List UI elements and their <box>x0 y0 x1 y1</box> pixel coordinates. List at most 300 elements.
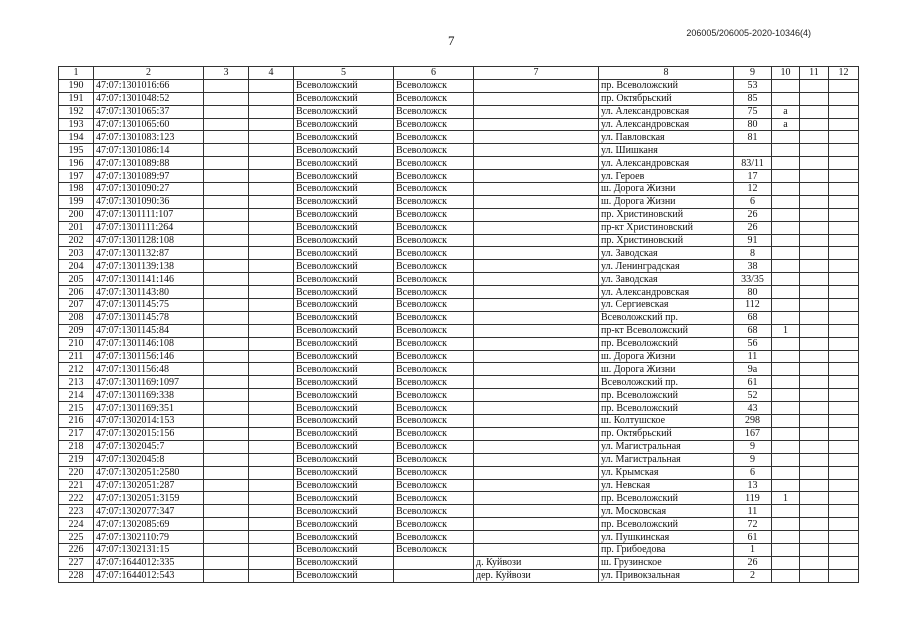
table-cell: 11 <box>734 350 772 363</box>
table-cell <box>204 402 249 415</box>
table-cell <box>204 363 249 376</box>
table-cell <box>249 247 294 260</box>
table-cell: 83/11 <box>734 157 772 170</box>
table-cell <box>829 299 859 312</box>
table-cell: 47:07:1301111:107 <box>94 208 204 221</box>
table-cell <box>249 427 294 440</box>
table-cell <box>829 466 859 479</box>
table-cell <box>204 79 249 92</box>
table-row <box>59 118 859 131</box>
table-cell: 9 <box>734 453 772 466</box>
table-cell: 26 <box>734 208 772 221</box>
table-cell <box>800 543 829 556</box>
table-cell <box>204 453 249 466</box>
table-cell <box>474 543 599 556</box>
table-cell: пр. Октябрьский <box>599 92 734 105</box>
table-cell: 227 <box>59 556 94 569</box>
table-cell: Всеволожский <box>294 131 394 144</box>
table-cell <box>249 479 294 492</box>
table-cell <box>800 569 829 582</box>
table-cell: 47:07:1301128:108 <box>94 234 204 247</box>
table-cell <box>772 531 800 544</box>
table-cell <box>474 402 599 415</box>
table-cell: 200 <box>59 208 94 221</box>
table-cell: ул. Заводская <box>599 273 734 286</box>
table-cell: 47:07:1302110:79 <box>94 531 204 544</box>
table-cell: 38 <box>734 260 772 273</box>
table-cell: 47:07:1302015:156 <box>94 427 204 440</box>
table-cell: Всеволожский <box>294 144 394 157</box>
table-cell: Всеволожский <box>294 324 394 337</box>
table-cell <box>204 170 249 183</box>
table-cell: Всеволожский <box>294 363 394 376</box>
table-cell <box>772 221 800 234</box>
table-row <box>59 286 859 299</box>
table-cell <box>474 170 599 183</box>
column-header: 10 <box>772 67 800 80</box>
table-cell: 47:07:1301156:48 <box>94 363 204 376</box>
table-cell <box>204 247 249 260</box>
table-cell <box>474 505 599 518</box>
table-cell <box>772 299 800 312</box>
table-cell <box>800 427 829 440</box>
table-cell <box>829 311 859 324</box>
table-cell: Всеволожский <box>294 453 394 466</box>
table-cell: Всеволожский <box>294 183 394 196</box>
table-cell <box>474 389 599 402</box>
table-cell: Всеволожск <box>394 479 474 492</box>
table-cell: пр. Всеволожский <box>599 79 734 92</box>
table-cell <box>249 144 294 157</box>
table-cell <box>800 92 829 105</box>
table-cell <box>204 286 249 299</box>
table-row <box>59 402 859 415</box>
table-cell <box>249 556 294 569</box>
table-cell <box>800 466 829 479</box>
table-row <box>59 453 859 466</box>
table-cell <box>249 543 294 556</box>
table-cell: 6 <box>734 466 772 479</box>
table-cell <box>204 208 249 221</box>
table-cell: Всеволожский <box>294 118 394 131</box>
table-cell <box>474 299 599 312</box>
table-cell: 6 <box>734 195 772 208</box>
table-cell <box>772 234 800 247</box>
table-row <box>59 569 859 582</box>
table-cell <box>474 208 599 221</box>
table-cell <box>249 466 294 479</box>
table-cell: ш. Грузинское <box>599 556 734 569</box>
table-cell <box>474 453 599 466</box>
table-cell <box>474 273 599 286</box>
table-cell <box>249 183 294 196</box>
table-cell <box>249 79 294 92</box>
table-cell <box>249 569 294 582</box>
table-cell <box>800 479 829 492</box>
table-cell: 68 <box>734 324 772 337</box>
table-cell: Всеволожск <box>394 299 474 312</box>
table-row <box>59 79 859 92</box>
table-cell <box>772 376 800 389</box>
table-cell: 47:07:1301169:338 <box>94 389 204 402</box>
table-cell: Всеволожск <box>394 531 474 544</box>
table-cell: ул. Невская <box>599 479 734 492</box>
table-cell <box>204 324 249 337</box>
table-row <box>59 144 859 157</box>
table-cell: 194 <box>59 131 94 144</box>
table-cell <box>474 518 599 531</box>
table-cell: Всеволожск <box>394 376 474 389</box>
column-header: 12 <box>829 67 859 80</box>
table-cell: Всеволожск <box>394 415 474 428</box>
table-cell <box>204 195 249 208</box>
table-cell: 205 <box>59 273 94 286</box>
table-cell: 80 <box>734 286 772 299</box>
table-cell: 9 <box>734 440 772 453</box>
table-cell <box>800 79 829 92</box>
table-cell <box>249 299 294 312</box>
table-cell: 228 <box>59 569 94 582</box>
table-cell <box>734 144 772 157</box>
table-cell: 47:07:1301016:66 <box>94 79 204 92</box>
table-cell: а <box>772 105 800 118</box>
table-cell: пр. Октябрьский <box>599 427 734 440</box>
table-cell: 206 <box>59 286 94 299</box>
table-cell <box>829 440 859 453</box>
table-cell: Всеволожский <box>294 569 394 582</box>
table-cell <box>204 531 249 544</box>
table-row <box>59 247 859 260</box>
table-row <box>59 324 859 337</box>
table-cell: Всеволожский <box>294 402 394 415</box>
table-cell <box>829 157 859 170</box>
table-cell <box>829 402 859 415</box>
table-cell <box>829 363 859 376</box>
table-cell: 56 <box>734 337 772 350</box>
table-cell <box>800 324 829 337</box>
table-cell: Всеволожск <box>394 363 474 376</box>
table-cell: 298 <box>734 415 772 428</box>
table-cell: Всеволожский <box>294 531 394 544</box>
table-cell: пр. Христиновский <box>599 208 734 221</box>
table-row <box>59 273 859 286</box>
table-cell <box>204 337 249 350</box>
document-reference: 206005/206005-2020-10346(4) <box>686 28 811 38</box>
table-cell <box>800 440 829 453</box>
table-cell <box>829 234 859 247</box>
table-cell: 47:07:1301089:97 <box>94 170 204 183</box>
table-cell: дер. Куйвози <box>474 569 599 582</box>
table-cell: Всеволожский <box>294 350 394 363</box>
table-cell <box>204 350 249 363</box>
table-cell <box>249 234 294 247</box>
registry-table <box>58 66 859 583</box>
table-cell <box>772 389 800 402</box>
table-cell <box>829 170 859 183</box>
table-cell: 214 <box>59 389 94 402</box>
table-cell: 212 <box>59 363 94 376</box>
table-cell <box>249 415 294 428</box>
column-header: 7 <box>474 67 599 80</box>
table-cell: 47:07:1302014:153 <box>94 415 204 428</box>
table-cell: пр. Всеволожский <box>599 402 734 415</box>
table-cell: Всеволожск <box>394 440 474 453</box>
table-cell <box>800 311 829 324</box>
table-cell: 47:07:1301089:88 <box>94 157 204 170</box>
table-cell: 47:07:1302077:347 <box>94 505 204 518</box>
table-cell <box>829 556 859 569</box>
table-cell <box>772 337 800 350</box>
column-header: 11 <box>800 67 829 80</box>
table-cell <box>800 286 829 299</box>
table-row <box>59 311 859 324</box>
table-cell <box>800 157 829 170</box>
table-cell <box>204 479 249 492</box>
table-cell <box>249 402 294 415</box>
table-cell <box>249 131 294 144</box>
table-cell: 33/35 <box>734 273 772 286</box>
table-cell: 47:07:1301169:1097 <box>94 376 204 389</box>
table-cell: Всеволожский <box>294 479 394 492</box>
table-cell <box>474 79 599 92</box>
table-cell: Всеволожск <box>394 518 474 531</box>
table-cell <box>772 286 800 299</box>
table-cell: Всеволожск <box>394 183 474 196</box>
table-cell <box>249 389 294 402</box>
page-number: 7 <box>448 33 455 48</box>
table-cell: 219 <box>59 453 94 466</box>
table-cell: Всеволожский <box>294 337 394 350</box>
table-cell <box>474 221 599 234</box>
table-cell: 1 <box>772 324 800 337</box>
table-cell: Всеволожск <box>394 157 474 170</box>
table-cell <box>249 105 294 118</box>
table-cell: Всеволожск <box>394 118 474 131</box>
table-cell <box>772 79 800 92</box>
table-cell <box>772 311 800 324</box>
table-cell <box>474 337 599 350</box>
table-cell: 225 <box>59 531 94 544</box>
table-cell: 13 <box>734 479 772 492</box>
table-row <box>59 170 859 183</box>
table-cell <box>474 92 599 105</box>
table-cell: 81 <box>734 131 772 144</box>
table-cell: ул. Александровская <box>599 118 734 131</box>
table-cell: 119 <box>734 492 772 505</box>
table-cell: 201 <box>59 221 94 234</box>
table-cell <box>204 492 249 505</box>
table-cell: Всеволожский <box>294 556 394 569</box>
table-cell <box>772 440 800 453</box>
table-cell <box>474 105 599 118</box>
table-cell <box>249 208 294 221</box>
table-cell: ул. Сергиевская <box>599 299 734 312</box>
table-row <box>59 234 859 247</box>
table-cell: 222 <box>59 492 94 505</box>
table-cell: 52 <box>734 389 772 402</box>
table-cell <box>829 183 859 196</box>
table-cell: 2 <box>734 569 772 582</box>
table-cell: Всеволожск <box>394 208 474 221</box>
table-cell <box>800 195 829 208</box>
table-cell: 167 <box>734 427 772 440</box>
table-cell <box>249 118 294 131</box>
table-cell <box>772 273 800 286</box>
table-cell: 47:07:1301065:60 <box>94 118 204 131</box>
table-cell <box>829 118 859 131</box>
table-cell: ул. Крымская <box>599 466 734 479</box>
table-cell: Всеволожский <box>294 234 394 247</box>
table-cell <box>772 247 800 260</box>
table-row <box>59 531 859 544</box>
table-cell: 202 <box>59 234 94 247</box>
table-cell <box>249 531 294 544</box>
table-cell: 80 <box>734 118 772 131</box>
table-cell: пр. Христиновский <box>599 234 734 247</box>
table-cell: 207 <box>59 299 94 312</box>
table-cell <box>204 389 249 402</box>
table-cell <box>829 415 859 428</box>
table-cell: 47:07:1644012:543 <box>94 569 204 582</box>
table-row <box>59 337 859 350</box>
table-cell <box>249 195 294 208</box>
table-cell <box>800 363 829 376</box>
table-cell <box>800 505 829 518</box>
table-cell <box>204 234 249 247</box>
table-cell <box>204 518 249 531</box>
table-cell <box>249 505 294 518</box>
table-cell: 47:07:1301083:123 <box>94 131 204 144</box>
table-cell: 213 <box>59 376 94 389</box>
table-cell: Всеволожск <box>394 247 474 260</box>
table-cell <box>829 376 859 389</box>
table-cell: ул. Пушкинская <box>599 531 734 544</box>
table-cell: 8 <box>734 247 772 260</box>
table-cell <box>204 260 249 273</box>
table-cell: 53 <box>734 79 772 92</box>
table-cell <box>474 131 599 144</box>
table-cell <box>829 453 859 466</box>
table-cell <box>474 415 599 428</box>
table-cell: Всеволожский <box>294 92 394 105</box>
table-cell: 217 <box>59 427 94 440</box>
table-cell <box>800 453 829 466</box>
table-cell: 226 <box>59 543 94 556</box>
table-cell <box>474 157 599 170</box>
table-cell: Всеволожск <box>394 105 474 118</box>
table-cell <box>772 453 800 466</box>
column-header: 2 <box>94 67 204 80</box>
table-cell: ш. Дорога Жизни <box>599 183 734 196</box>
table-cell <box>249 157 294 170</box>
table-cell: Всеволожск <box>394 311 474 324</box>
table-cell <box>204 92 249 105</box>
table-header-row <box>59 67 859 80</box>
table-cell <box>800 376 829 389</box>
table-cell: Всеволожский <box>294 273 394 286</box>
table-cell <box>800 337 829 350</box>
table-cell: 12 <box>734 183 772 196</box>
table-row <box>59 363 859 376</box>
table-cell: 47:07:1301145:78 <box>94 311 204 324</box>
table-cell: Всеволожск <box>394 402 474 415</box>
table-cell <box>249 221 294 234</box>
table-cell: 61 <box>734 376 772 389</box>
table-cell <box>249 273 294 286</box>
table-cell <box>249 311 294 324</box>
table-cell: 61 <box>734 531 772 544</box>
table-cell: Всеволожск <box>394 79 474 92</box>
table-cell <box>204 221 249 234</box>
table-row <box>59 157 859 170</box>
table-cell <box>204 273 249 286</box>
table-cell: 208 <box>59 311 94 324</box>
table-row <box>59 505 859 518</box>
table-cell <box>829 518 859 531</box>
table-cell <box>829 569 859 582</box>
table-cell <box>474 479 599 492</box>
table-cell: 47:07:1301143:80 <box>94 286 204 299</box>
column-header: 3 <box>204 67 249 80</box>
table-cell: 199 <box>59 195 94 208</box>
table-cell <box>474 260 599 273</box>
table-cell <box>772 170 800 183</box>
table-cell: 91 <box>734 234 772 247</box>
table-cell <box>800 299 829 312</box>
table-cell <box>800 183 829 196</box>
table-cell <box>204 299 249 312</box>
table-cell <box>800 131 829 144</box>
table-cell <box>829 492 859 505</box>
table-cell: Всеволожск <box>394 543 474 556</box>
table-cell <box>800 273 829 286</box>
table-cell <box>474 286 599 299</box>
table-cell: ш. Колтушское <box>599 415 734 428</box>
table-cell: Всеволожский <box>294 376 394 389</box>
table-cell: Всеволожск <box>394 453 474 466</box>
table-cell: 47:07:1302051:287 <box>94 479 204 492</box>
table-cell: Всеволожск <box>394 144 474 157</box>
table-cell <box>829 105 859 118</box>
table-row <box>59 556 859 569</box>
table-cell <box>249 453 294 466</box>
table-row <box>59 350 859 363</box>
table-cell <box>829 273 859 286</box>
table-cell: Всеволожск <box>394 286 474 299</box>
table-cell: 47:07:1301065:37 <box>94 105 204 118</box>
table-cell: 203 <box>59 247 94 260</box>
table-cell: 43 <box>734 402 772 415</box>
table-cell <box>829 260 859 273</box>
table-cell <box>474 427 599 440</box>
table-cell: ул. Шишканя <box>599 144 734 157</box>
table-cell <box>204 311 249 324</box>
table-cell: пр. Всеволожский <box>599 518 734 531</box>
table-cell <box>772 92 800 105</box>
table-cell: ул. Магистральная <box>599 440 734 453</box>
table-cell: Всеволожский <box>294 170 394 183</box>
table-cell <box>204 440 249 453</box>
table-cell <box>474 363 599 376</box>
table-cell: пр-кт Христиновский <box>599 221 734 234</box>
table-cell: ул. Заводская <box>599 247 734 260</box>
column-header: 9 <box>734 67 772 80</box>
table-row <box>59 479 859 492</box>
table-cell: Всеволожск <box>394 492 474 505</box>
table-cell: 218 <box>59 440 94 453</box>
table-cell: 1 <box>734 543 772 556</box>
table-cell: Всеволожск <box>394 234 474 247</box>
